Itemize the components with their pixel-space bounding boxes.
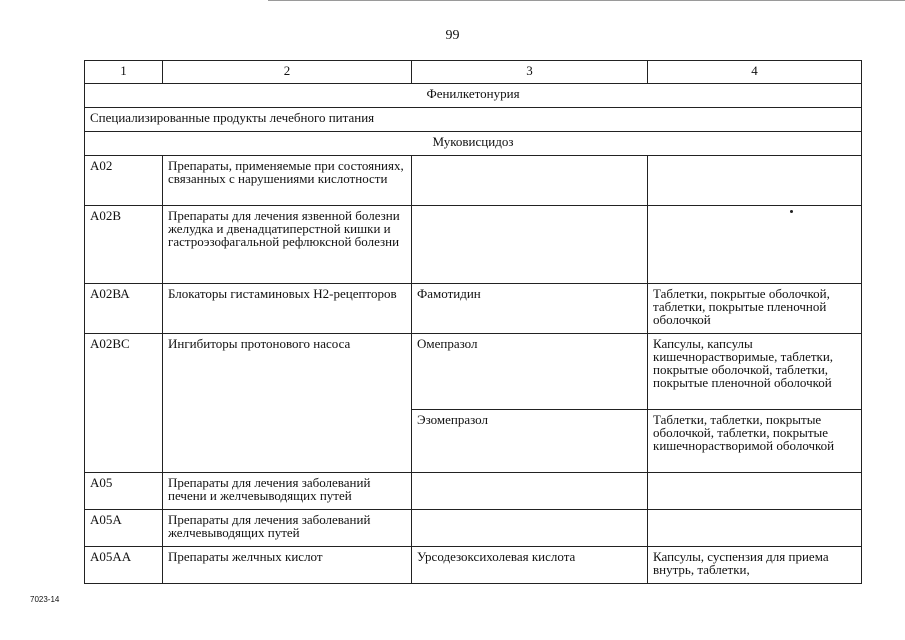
drug-name [412,473,648,510]
section-row [85,108,862,132]
table-row [85,547,862,584]
header-cell-3: 3 [412,61,648,84]
header-cell-4: 4 [648,61,862,84]
dosage-form: Таблетки, покрытые оболочкой, таблетки, покрытые пленочной оболочкой [648,284,862,334]
dosage-form: Капсулы, суспензия для приема внутрь, таблетки, [648,547,862,584]
group-name: Ингибиторы протонового насоса [163,334,412,473]
group-name: Препараты для лечения язвенной болезни желудка и двенадцатиперстной кишки и гастроэзофагальной рефлюксной болезни [163,206,412,284]
medication-table [84,60,862,584]
section-mucoviscidosis: Муковисцидоз [85,132,862,156]
section-products: Специализированные продукты лечебного питания [85,108,862,132]
dosage-form [648,156,862,206]
dosage-form [648,473,862,510]
atc-code: А02ВС [85,334,163,473]
section-row [85,84,862,108]
drug-name: Эзомепразол [412,410,648,473]
drug-name: Фамотидин [412,284,648,334]
section-row [85,132,862,156]
drug-name: Урсодезоксихолевая кислота [412,547,648,584]
table-header-row [85,61,862,84]
table-row [85,334,862,410]
atc-code: А02В [85,206,163,284]
atc-code: А05 [85,473,163,510]
table-row [85,473,862,510]
dosage-form [648,206,862,284]
top-rule [268,0,905,1]
group-name: Препараты, применяемые при состояниях, связанных с нарушениями кислотности [163,156,412,206]
dosage-form: Таблетки, таблетки, покрытые оболочкой, таблетки, покрытые кишечнорастворимой оболочкой [648,410,862,473]
atc-code: А05А [85,510,163,547]
group-name: Препараты желчных кислот [163,547,412,584]
footer-code: 7023-14 [30,595,60,604]
table-row [85,284,862,334]
section-fenilketonuria: Фенилкетонурия [85,84,862,108]
page-number: 99 [445,28,460,43]
scan-spot [790,210,793,213]
group-name: Блокаторы гистаминовых Н2-рецепторов [163,284,412,334]
header-cell-1: 1 [85,61,163,84]
atc-code: А02ВА [85,284,163,334]
atc-code: А02 [85,156,163,206]
atc-code: А05АА [85,547,163,584]
drug-name [412,156,648,206]
table-row [85,206,862,284]
group-name: Препараты для лечения заболеваний желчевыводящих путей [163,510,412,547]
drug-name [412,510,648,547]
table-row [85,156,862,206]
header-cell-2: 2 [163,61,412,84]
table-row [85,510,862,547]
dosage-form [648,510,862,547]
group-name: Препараты для лечения заболеваний печени и желчевыводящих путей [163,473,412,510]
drug-name: Омепразол [412,334,648,410]
dosage-form: Капсулы, капсулы кишечнорастворимые, таблетки, покрытые оболочкой, таблетки, покрытые пленочной оболочкой [648,334,862,410]
drug-name [412,206,648,284]
